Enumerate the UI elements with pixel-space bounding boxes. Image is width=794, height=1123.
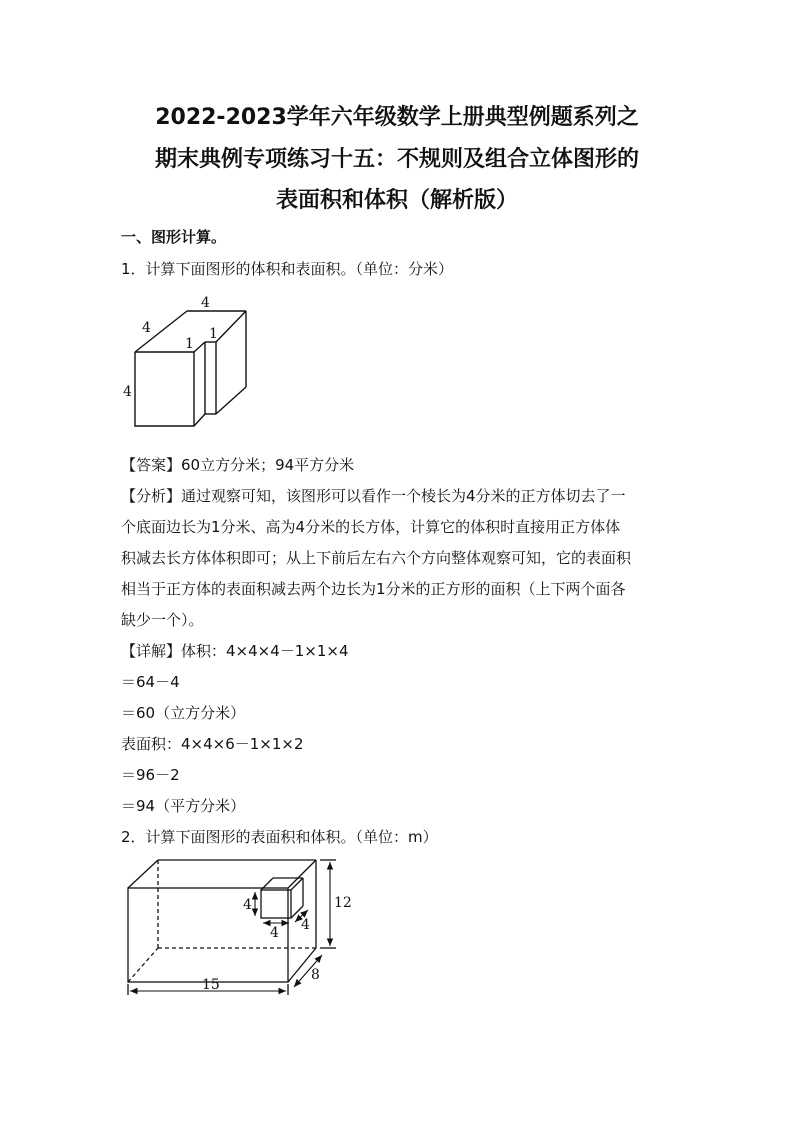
title-line-3: 表面积和体积（解析版）: [275, 188, 518, 213]
analysis-line-3: 积减去长方体体积即可；从上下前后左右六个方向整体观察可知，它的表面积: [121, 549, 632, 567]
fig1-label-notch-a: 1: [185, 336, 194, 352]
detail-line-1: 【详解】体积：4×4×4－1×1×4: [121, 642, 349, 660]
analysis-line-4: 相当于正方体的表面积减去两个边长为1分米的正方形的面积（上下两个面各: [121, 580, 626, 598]
question-2-text: 2．计算下面图形的表面积和体积。（单位：m）: [121, 828, 438, 846]
analysis-line-5: 缺少一个）。: [121, 611, 204, 629]
detail-line-2: ＝64－4: [121, 673, 180, 691]
section-heading: 一、图形计算。: [121, 228, 227, 246]
fig2-label-small-width: 4: [270, 925, 279, 941]
fig1-label-notch-b: 1: [209, 326, 218, 342]
title-line-2: 期末典例专项练习十五：不规则及组合立体图形的: [154, 147, 639, 172]
analysis-line-1: 【分析】通过观察可知，该图形可以看作一个棱长为4分米的正方体切去了一: [121, 487, 626, 505]
fig2-label-small-height: 4: [243, 897, 252, 913]
fig1-label-height: 4: [123, 384, 132, 400]
answer-1: 【答案】60立方分米；94平方分米: [121, 456, 355, 474]
detail-line-5: ＝96－2: [121, 766, 180, 784]
figure-1-cube-with-notch: [115, 292, 265, 432]
fig2-label-height: 12: [334, 895, 352, 911]
fig1-label-top: 4: [201, 295, 210, 311]
figure-2-cuboid: [118, 855, 358, 1005]
fig1-label-left-depth: 4: [142, 320, 151, 336]
fig2-label-small-depth: 4: [301, 917, 310, 933]
fig2-label-length: 15: [202, 977, 220, 993]
detail-line-4: 表面积：4×4×6－1×1×2: [121, 735, 304, 753]
fig2-label-depth: 8: [311, 967, 320, 983]
question-1-text: 1．计算下面图形的体积和表面积。（单位：分米）: [121, 260, 454, 278]
detail-line-6: ＝94（平方分米）: [121, 797, 246, 815]
analysis-line-2: 个底面边长为1分米、高为4分米的长方体，计算它的体积时直接用正方体体: [121, 518, 621, 536]
detail-line-3: ＝60（立方分米）: [121, 704, 246, 722]
title-line-1: 2022-2023学年六年级数学上册典型例题系列之: [155, 105, 639, 130]
